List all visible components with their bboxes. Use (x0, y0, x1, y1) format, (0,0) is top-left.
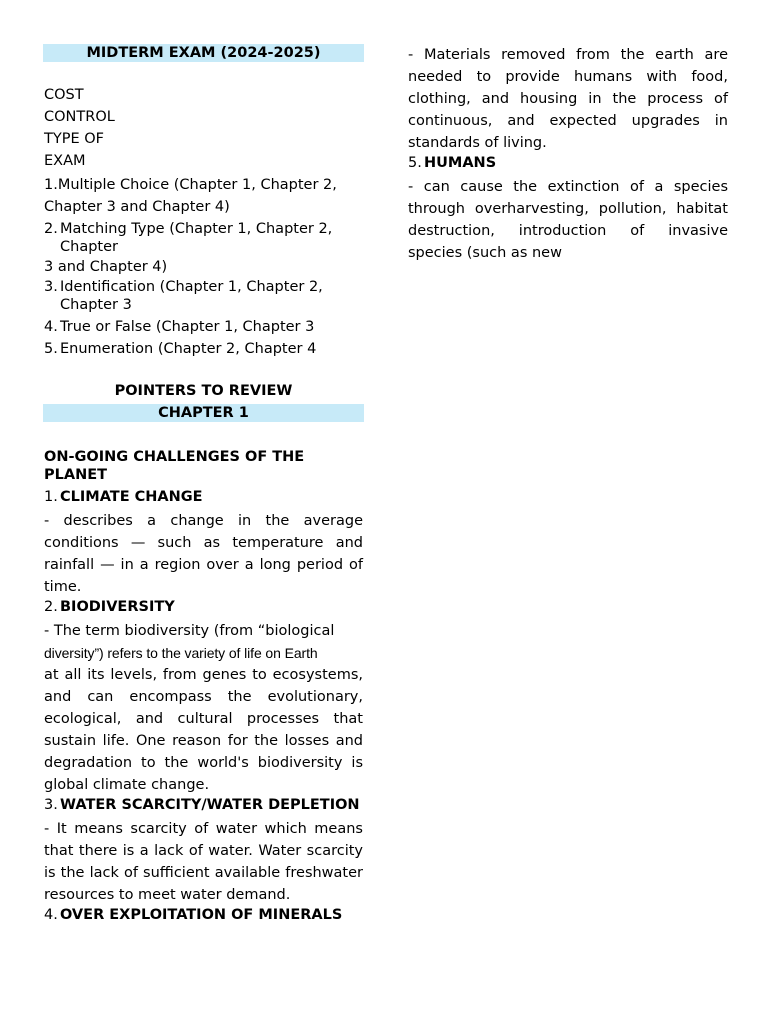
subject-block (44, 84, 363, 172)
exam-type-continuation: 3 and Chapter 4) (44, 259, 168, 275)
challenge-biodiversity (44, 598, 363, 796)
pointers-title: POINTERS TO REVIEW (114, 383, 293, 399)
challenge-title: 1. CLIMATE CHANGE (44, 489, 203, 505)
exam-type-item: 3. Identification (Chapter 1, Chapter 2, Chapter 3 (44, 279, 323, 313)
challenge-description: - can cause the extinction of a species through overharvesting, pollution, habitat destruction, introduction of invasive species (such as new (408, 179, 728, 261)
challenge-title: 3. WATER SCARCITY/WATER DEPLETION (44, 797, 360, 813)
subject-line: EXAM (44, 153, 86, 169)
challenge-description: - It means scarcity of water which means that there is a lack of water. Water scarcity is the lack of sufficient available freshwater resources to meet water demand. (44, 821, 363, 903)
challenge-description: diversity”) refers to the variety of life on Earth (44, 645, 318, 661)
subject-line: COST (44, 87, 84, 103)
challenge-climate-change (44, 488, 363, 598)
exam-type-item: 1.Multiple Choice (Chapter 1, Chapter 2, Chapter 3 and Chapter 4) (44, 177, 337, 215)
challenge-description: - Materials removed from the earth are needed to provide humans with food, clothing, and housing in the process of continuous, and expected upgrades in standards of living. (408, 47, 728, 151)
subject-line: TYPE OF (44, 131, 104, 147)
exam-type-list (44, 174, 363, 358)
challenge-title: 4. OVER EXPLOITATION OF MINERALS (44, 907, 343, 923)
exam-type-item: 2. Matching Type (Chapter 1, Chapter 2, Chapter (44, 221, 333, 255)
challenge-humans (408, 154, 728, 264)
challenge-description: - describes a change in the average conditions — such as temperature and rainfall — in a region over a long period of time. (44, 513, 363, 595)
left-column (44, 44, 363, 928)
challenge-description: - The term biodiversity (from “biological (44, 623, 335, 639)
subject-line: CONTROL (44, 109, 115, 125)
exam-type-item: 4. True or False (Chapter 1, Chapter 3 (44, 319, 315, 335)
challenges-heading: ON-GOING CHALLENGES OF THE PLANET (44, 449, 305, 483)
exam-type-item: 5. Enumeration (Chapter 2, Chapter 4 (44, 341, 317, 357)
exam-title-banner: MIDTERM EXAM (2024-2025) (43, 44, 364, 62)
challenge-title: 2. BIODIVERSITY (44, 599, 175, 615)
chapter-banner: CHAPTER 1 (43, 404, 364, 422)
challenge-title: 5. HUMANS (408, 155, 497, 171)
right-column (408, 44, 728, 264)
challenge-minerals (44, 906, 363, 924)
challenge-water-scarcity (44, 796, 363, 906)
challenge-description: at all its levels, from genes to ecosystems, and can encompass the evolutionary, ecological, and cultural processes that sustain life. One reason for the losses and degradation to the world's biodiversity is global climate change. (44, 667, 363, 793)
